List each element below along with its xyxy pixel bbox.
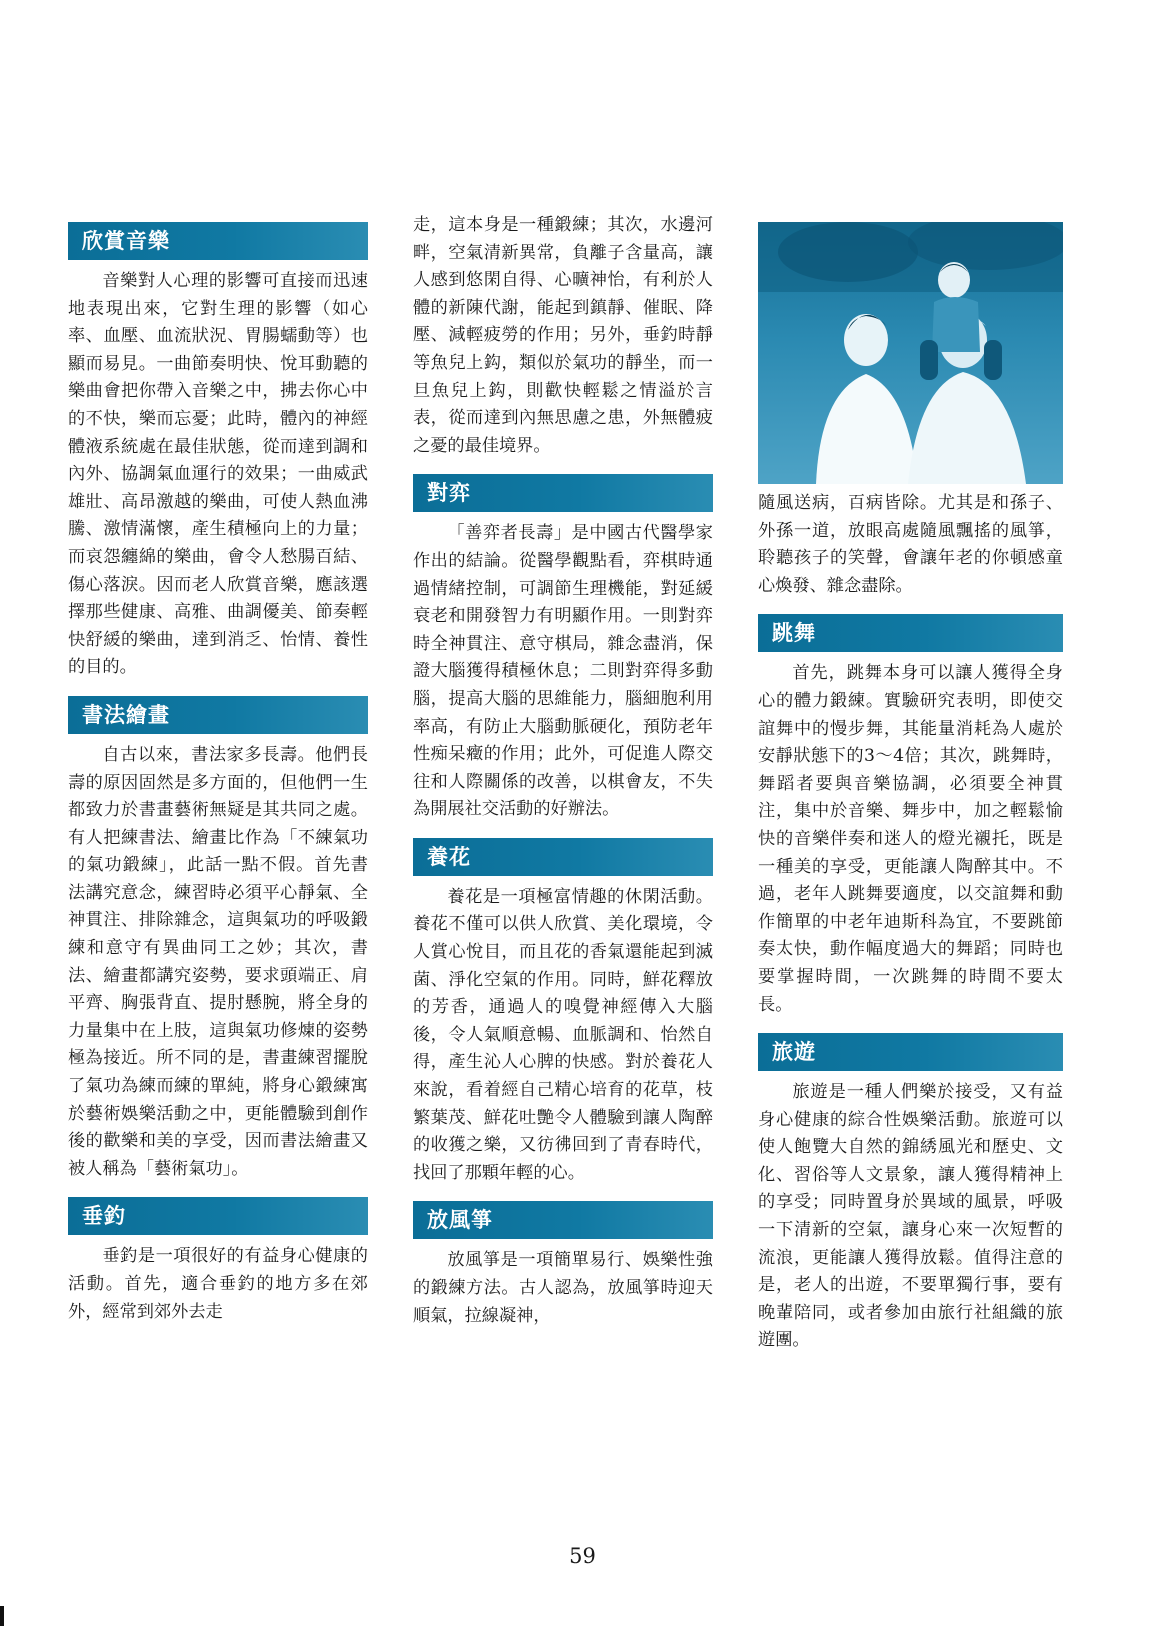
section-body-kite-part2: 隨風送病，百病皆除。尤其是和孫子、外孫一道，放眼高處隨風飄搖的風箏，聆聽孩子的笑聲，會讓年老的你頓感童心煥發、雜念盡除。 — [758, 493, 1063, 596]
section-header-flowers: 養花 — [413, 838, 713, 876]
section-body-chess: 「善弈者長壽」是中國古代醫學家作出的結論。從醫學觀點看，弈棋時通過情緒控制，可調節生理機能，對延緩衰老和開發智力有明顯作用。一則對弈時全神貫注、意守棋局，雜念盡消，保證大腦獲得積極休息；二則對弈得多動腦，提高大腦的思維能力，腦細胞利用率高，有防止大腦動脈硬化，預防老年性痴呆癥的作用；此外，可促進人際交往和人際關係的改善，以棋會友，不失為開展社交活動的好辦法。 — [413, 523, 713, 820]
column-middle — [413, 212, 713, 1344]
section-header-kite: 放風箏 — [413, 1201, 713, 1239]
photo-grandparents-with-child — [758, 222, 1063, 484]
section-header-music: 欣賞音樂 — [68, 222, 368, 260]
section-body-calligraphy: 自古以來，書法家多長壽。他們長壽的原因固然是多方面的，但他們一生都致力於書畫藝術無疑是其共同之處。有人把練書法、繪畫比作為「不練氣功的氣功鍛練」，此話一點不假。首先書法講究意念，練習時必須平心靜氣、全神貫注、排除雜念，這與氣功的呼吸鍛練和意守有異曲同工之妙；其次，書法、繪畫都講究姿勢，要求頭端正、肩平齊、胸張背直、提肘懸腕，將全身的力量集中在上肢，這與氣功修煉的姿勢極為接近。所不同的是，書畫練習擺脫了氣功為練而練的單純，將身心鍛練寓於藝術娛樂活動之中，更能體驗到創作後的歡樂和美的享受，因而書法繪畫又被人稱為「藝術氣功」。 — [68, 744, 368, 1179]
section-body-flowers: 養花是一項極富情趣的休閑活動。養花不僅可以供人欣賞、美化環境，令人賞心悅目，而且花的香氣還能起到滅菌、淨化空氣的作用。同時，鮮花釋放的芳香，通過人的嗅覺神經傳入大腦後，令人氣順意暢、血脈調和、怡然自得，產生沁人心脾的快感。對於養花人來說，看着經自己精心培育的花草，枝繁葉茂、鮮花吐艷令人體驗到讓人陶醉的收獲之樂，又彷彿回到了青春時代，找回了那顆年輕的心。 — [413, 886, 713, 1183]
page-number: 59 — [569, 1544, 596, 1568]
section-header-travel: 旅遊 — [758, 1033, 1063, 1071]
section-body-music: 音樂對人心理的影響可直接而迅速地表現出來，它對生理的影響（如心率、血壓、血流狀況、胃腸蠕動等）也顯而易見。一曲節奏明快、悅耳動聽的樂曲會把你帶入音樂之中，拂去你心中的不快，樂而忘憂；此時，體內的神經體液系統處在最佳狀態，從而達到調和內外、協調氣血運行的效果；一曲威武雄壯、高昂激越的樂曲，可使人熱血沸騰、激情滿懷，產生積極向上的力量；而哀怨纏綿的樂曲，會令人愁腸百結、傷心落淚。因而老人欣賞音樂，應該選擇那些健康、高雅、曲調優美、節奏輕快舒緩的樂曲，達到消乏、怡情、養性的目的。 — [68, 271, 368, 678]
section-header-calligraphy: 書法繪畫 — [68, 696, 368, 734]
scan-edge-mark — [0, 1606, 4, 1626]
section-header-chess: 對弈 — [413, 474, 713, 512]
section-body-dance: 首先，跳舞本身可以讓人獲得全身心的體力鍛練。實驗研究表明，即使交誼舞中的慢步舞，其能量消耗為人處於安靜狀態下的3～4倍；其次，跳舞時，舞蹈者要與音樂協調，必須要全神貫注，集中於音樂、舞步中，加之輕鬆愉快的音樂伴奏和迷人的燈光襯托，既是一種美的享受，更能讓人陶醉其中。不過，老年人跳舞要適度，以交誼舞和動作簡單的中老年迪斯科為宜，不要跳節奏太快，動作幅度過大的舞蹈；同時也要掌握時間，一次跳舞的時間不要太長。 — [758, 663, 1063, 1015]
section-body-fishing-part1: 垂釣是一項很好的有益身心健康的活動。首先，適合垂釣的地方多在郊外，經常到郊外去走 — [68, 1246, 368, 1322]
section-header-fishing: 垂釣 — [68, 1197, 368, 1235]
column-left — [68, 222, 368, 1340]
section-header-dance: 跳舞 — [758, 614, 1063, 652]
section-body-kite-part1: 放風箏是一項簡單易行、娛樂性強的鍛練方法。古人認為，放風箏時迎天順氣，拉線凝神， — [413, 1250, 713, 1326]
section-body-travel: 旅遊是一種人們樂於接受，又有益身心健康的綜合性娛樂活動。旅遊可以使人飽覽大自然的錦綉風光和歷史、文化、習俗等人文景象，讓人獲得精神上的享受；同時置身於異域的風景，呼吸一下清新的空氣，讓身心來一次短暫的流浪，更能讓人獲得放鬆。值得注意的是，老人的出遊，不要單獨行事，要有晚輩陪同，或者參加由旅行社組織的旅遊團。 — [758, 1082, 1063, 1351]
section-body-fishing-part2: 走，這本身是一種鍛練；其次，水邊河畔，空氣清新異常，負離子含量高，讓人感到悠閑自得、心曠神怡，有利於人體的新陳代謝，能起到鎮靜、催眠、降壓、減輕疲勞的作用；另外，垂釣時靜等魚兒上鈎，類似於氣功的靜坐，而一旦魚兒上鈎，則歡快輕鬆之情溢於言表，從而達到內無思慮之患，外無體疲之憂的最佳境界。 — [413, 215, 713, 456]
column-right — [758, 222, 1063, 1369]
